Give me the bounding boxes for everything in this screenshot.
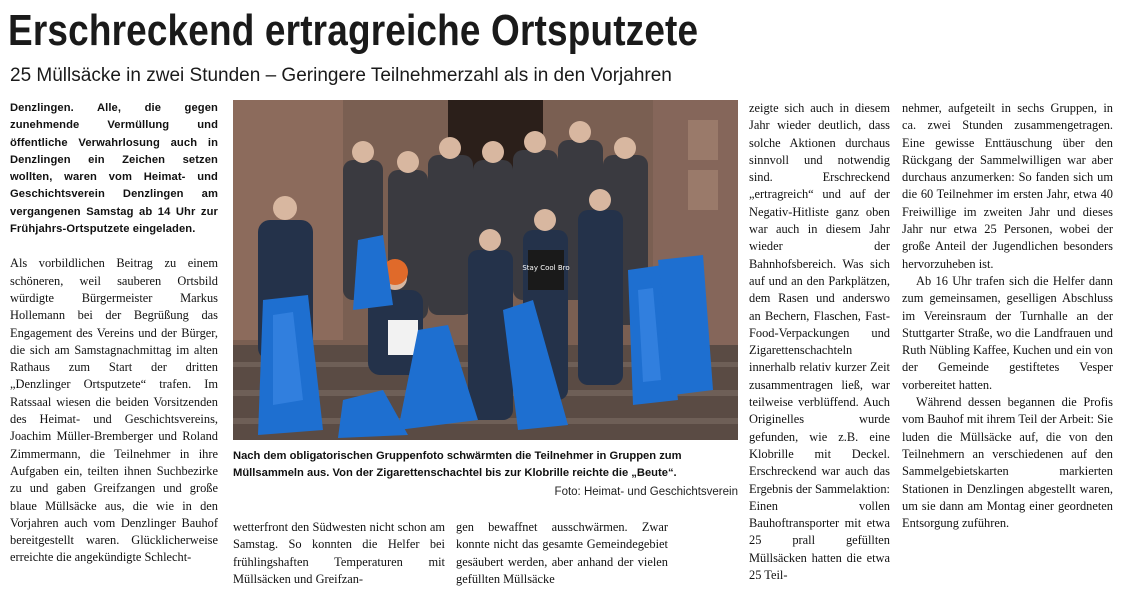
article-lead: Denzlingen. Alle, die gegen zunehmende Vermüllung und öffentliche Verwahrlosung auch in Denzlingen ein Zeichen setzen wollten, waren vom Heimat- und Geschichtsverein Denzlingen am vergangenen Samstag ab 14 Uhr zur Frühjahrs-Ortsputzete eingeladen. (10, 102, 218, 236)
article-subheadline: 25 Müllsäcke in zwei Stunden – Geringere Teilnehmerzahl als in den Vorjahren (10, 65, 672, 86)
column-4 (749, 100, 890, 584)
column-5-paragraph-3: Während dessen begannen die Profis vom Bauhof mit ihrem Teil der Arbeit: Sie luden die Müllsäcke auf, die von den Teilnehmern an verschiedenen auf den Sammelgebietskarten markierten Stationen in Denzlingen abgestellt waren, um sie dann am Montag einer geordneten Entsorgung zuführen. (902, 395, 1113, 531)
shirt-print: Stay Cool Bro (522, 264, 570, 272)
group-photo (233, 100, 738, 440)
column-5-paragraph-2: Ab 16 Uhr trafen sich die Helfer dann zum gemeinsamen, geselligen Abschluss im Vereinsraum der Turnhalle an der Stuttgarter Straße, wo die Landfrauen und Ruth Nübling Kaffee, Kuchen und ein von der Gemeinde gestiftetes Vesper vorbereitet hatten. (902, 273, 1113, 392)
column-5 (902, 100, 1113, 532)
group-photo-image (233, 100, 738, 440)
column-3-body: gen bewaffnet ausschwärmen. Zwar konnte nicht das gesamte Gemeindegebiet gesäubert werden, aber anhand der vielen gefüllten Müllsäcke (456, 520, 668, 586)
column-3 (456, 519, 668, 588)
column-2 (233, 519, 445, 588)
photo-credit: Foto: Heimat- und Geschichtsverein (554, 486, 738, 498)
photo-caption: Nach dem obligatorischen Gruppenfoto schwärmten die Teilnehmer in Gruppen zum Müllsammeln aus. Von der Zigarettenschachtel bis zur Klobrille reichte die „Beute“. (233, 450, 682, 479)
column-2-body: wetterfront den Südwesten nicht schon am Samstag. So konnten die Helfer bei frühlingshaften Temperaturen mit Müllsäcken und Greifzan- (233, 520, 445, 586)
column-4-body: zeigte sich auch in diesem Jahr wieder deutlich, dass solche Aktionen durchaus sinnvoll und notwendig sind. Erschreckend „ertragreich“ und auf der Negativ-Hitliste ganz oben war auch in diesem Jahr wieder der Bahnhofsbereich. Was sich auf und an den Parkplätzen, dem Rasen und anderswo an Bechern, Flaschen, Fast-Food-Verpackungen und Zigarettenschachteln innerhalb relativ kurzer Zeit zusammentragen ließ, war teilweise verblüffend. Auch Originelles wurde gefunden, wie z.B. eine Klobrille mit Deckel. Erschreckend war auch das Ergebnis der Sammelaktion: Einen vollen Bauhoftransporter mit etwa 25 prall gefüllten Müllsäcken hatten die etwa 25 Teil- (749, 101, 890, 583)
column-1 (10, 100, 218, 567)
column-1-body: Als vorbildlichen Beitrag zu einem schöneren, weil sauberen Ortsbild würdigte Bürgermeister Markus Hollemann bei der Begrüßung das Engagement des Vereins und der Bürger, die sich am Samstagnachmittag im alten Rathaus zum Start der dritten „Denzlinger Ortsputzete“ trafen. Im Ratssaal wiesen die beiden Vorsitzenden des Heimat- und Geschichtsvereins, Joachim Müller-Bremberger und Roland Zimmermann, die Teilnehmer in ihre Aufgaben ein, teilten ihnen Suchbezirke zu und gaben Greifzangen und große blaue Müllsäcke aus, die wie in den Vorjahren auch vom Denzlinger Bauhof bereitgestellt waren. Glücklicherweise erreichte die angekündigte Schlecht- (10, 256, 218, 565)
article-headline: Erschreckend ertragreiche Ortsputzete (8, 6, 699, 55)
column-5-paragraph-1: nehmer, aufgeteilt in sechs Gruppen, in ca. zwei Stunden zusammengetragen. Eine gewisse Enttäuschung über den Rückgang der Sammelwilligen war aber durchaus anzumerken: So fanden sich um die 60 Teilnehmer im ersten Jahr, etwa 40 Freiwillige im zweiten Jahr und dieses Jahr nur etwa 25 Personen, wobei der große Anteil der Jugendlichen besonders hervorzuheben ist. (902, 101, 1113, 271)
